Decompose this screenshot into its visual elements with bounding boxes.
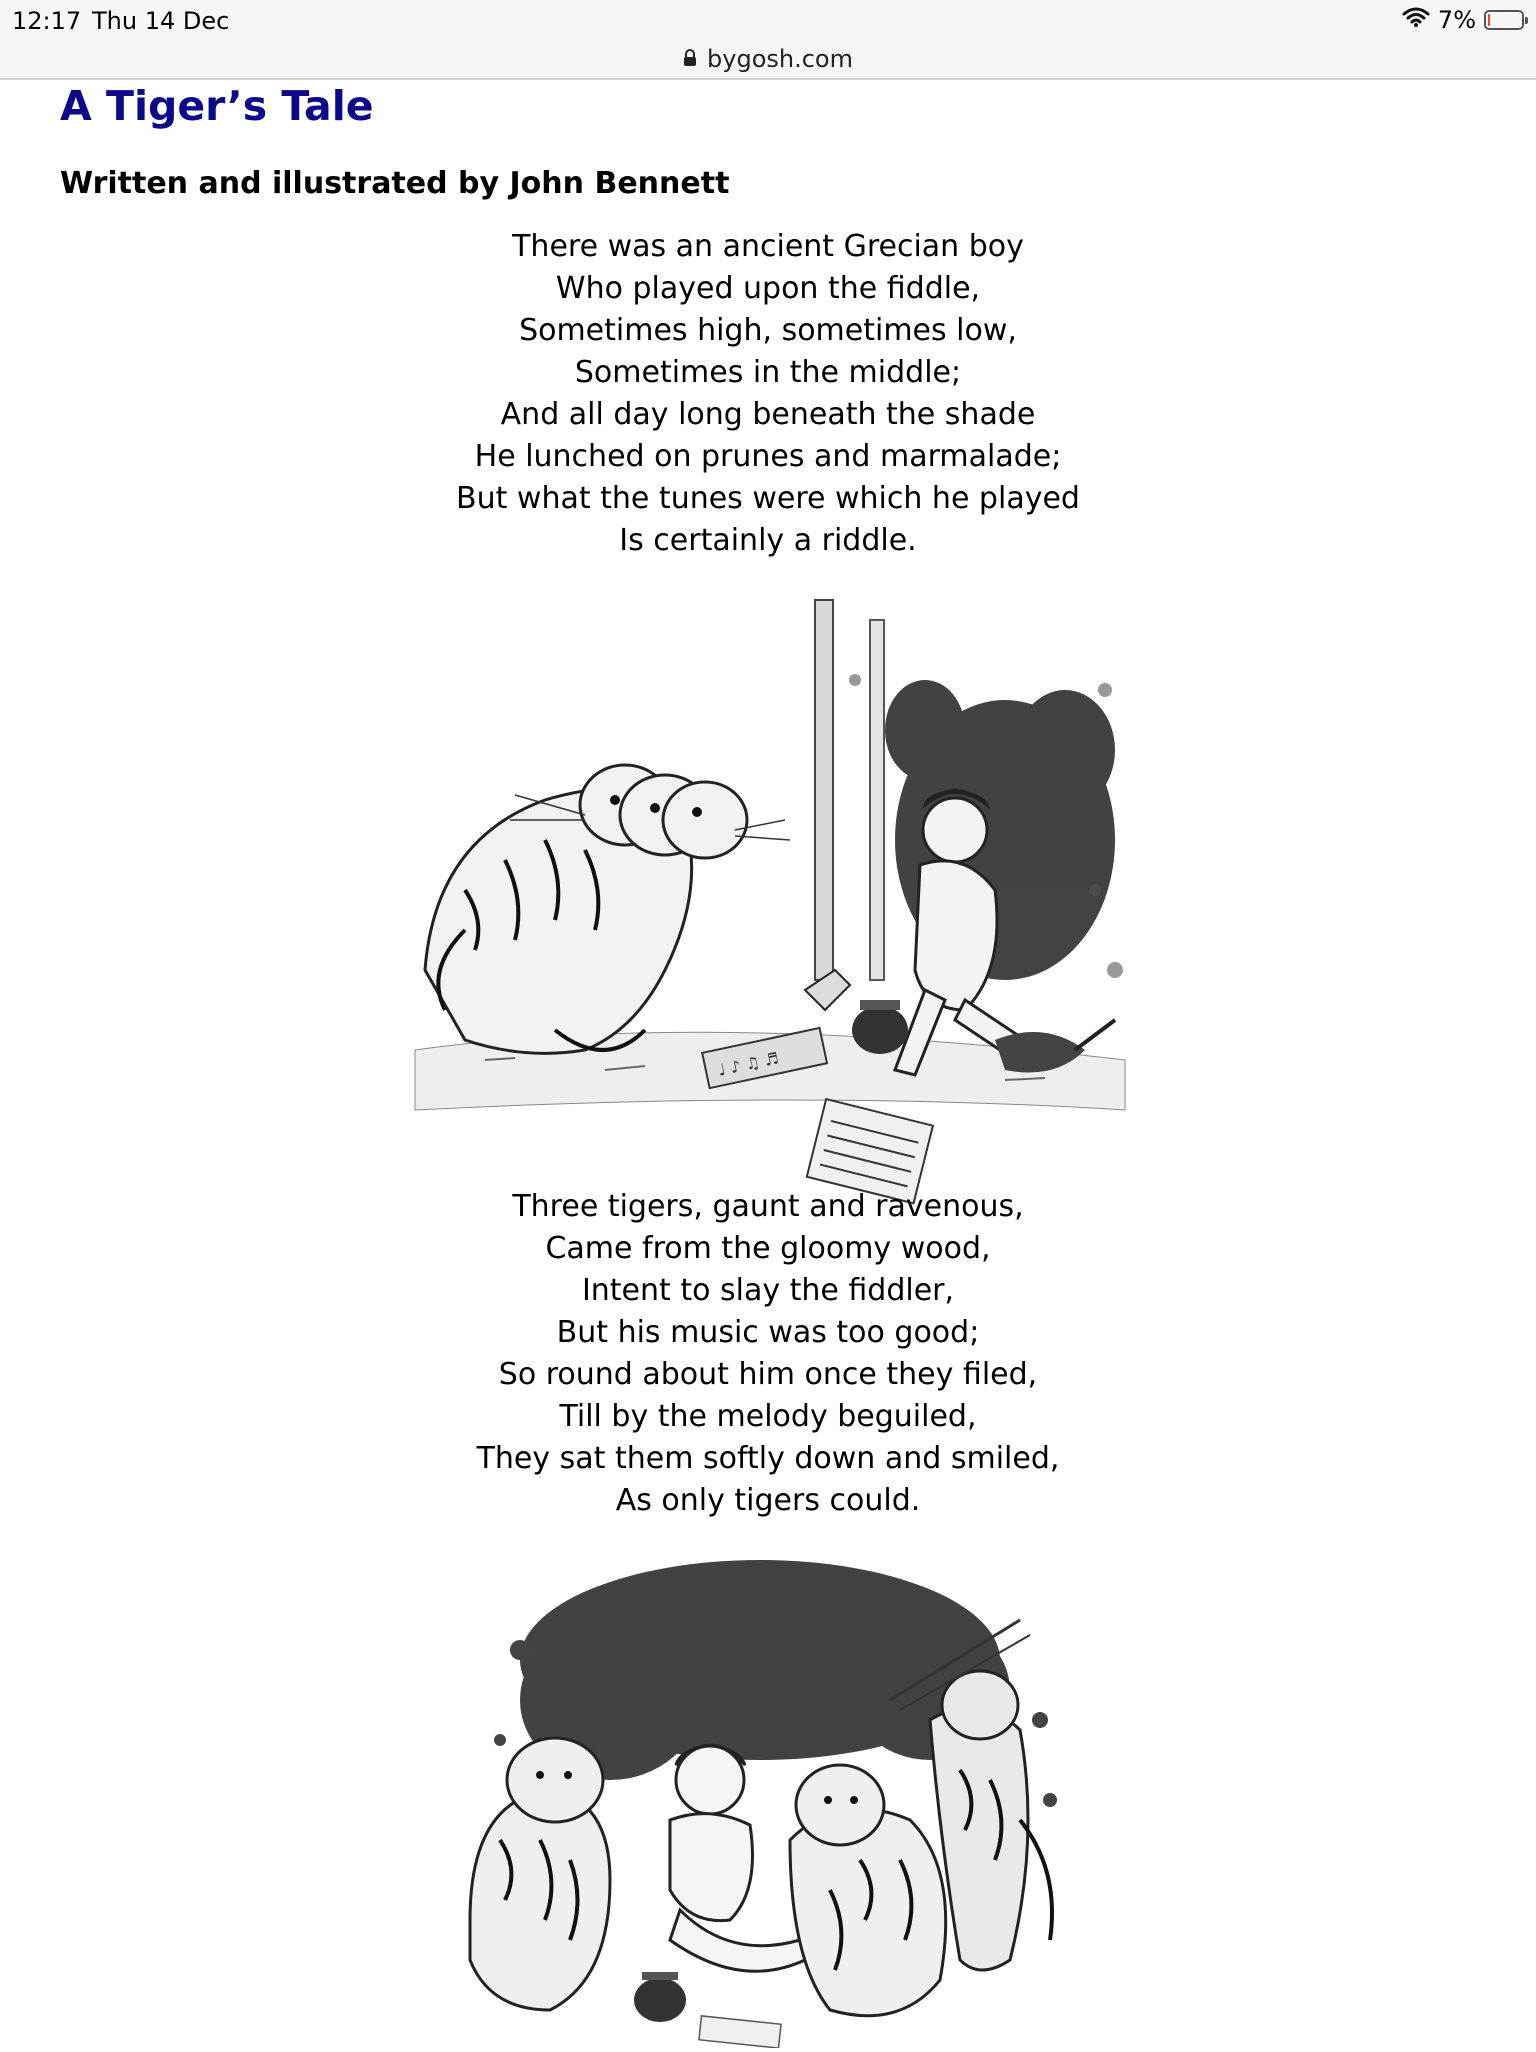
wifi-icon	[1402, 6, 1430, 34]
url-domain: bygosh.com	[707, 45, 853, 73]
status-bar	[0, 0, 1536, 40]
illustration-tigers-sitting	[460, 1540, 1080, 2048]
verse-line: But what the tunes were which he played	[456, 481, 1080, 516]
stanza-2	[0, 1186, 1536, 1522]
status-indicators	[1402, 6, 1524, 34]
battery-icon	[1484, 10, 1524, 30]
article	[0, 80, 1536, 2048]
status-date: Thu 14 Dec	[92, 7, 230, 35]
illustration-tigers-approach	[405, 590, 1135, 1250]
address-bar[interactable]	[0, 40, 1536, 80]
page-title: A Tiger’s Tale	[60, 82, 374, 130]
verse-line: They sat them softly down and smiled,	[476, 1441, 1060, 1476]
verse-line: Came from the gloomy wood,	[545, 1231, 991, 1266]
verse-line: Till by the melody beguiled,	[559, 1399, 977, 1434]
byline: Written and illustrated by John Bennett	[60, 166, 730, 201]
verse-line: Sometimes in the middle;	[574, 355, 962, 390]
verse-line: And all day long beneath the shade	[500, 397, 1036, 432]
verse-line: Who played upon the fiddle,	[555, 271, 981, 306]
verse-line: He lunched on prunes and marmalade;	[474, 439, 1062, 474]
verse-line: Is certainly a riddle.	[619, 523, 917, 558]
verse-line: Three tigers, gaunt and ravenous,	[512, 1189, 1024, 1224]
verse-line: Intent to slay the fiddler,	[581, 1273, 955, 1308]
lock-icon	[683, 45, 697, 73]
battery-level	[1488, 14, 1490, 26]
verse-line: There was an ancient Grecian boy	[512, 229, 1024, 264]
verse-line: Sometimes high, sometimes low,	[519, 313, 1017, 348]
battery-percent: 7%	[1437, 6, 1476, 34]
status-time: 12:17	[12, 7, 82, 35]
stanza-1	[0, 226, 1536, 562]
svg-text:♩ ♪ ♫ ♬: ♩ ♪ ♫ ♬	[716, 1048, 781, 1080]
verse-line: As only tigers could.	[615, 1483, 921, 1518]
verse-line: So round about him once they filed,	[498, 1357, 1038, 1392]
verse-line: But his music was too good;	[556, 1315, 980, 1350]
